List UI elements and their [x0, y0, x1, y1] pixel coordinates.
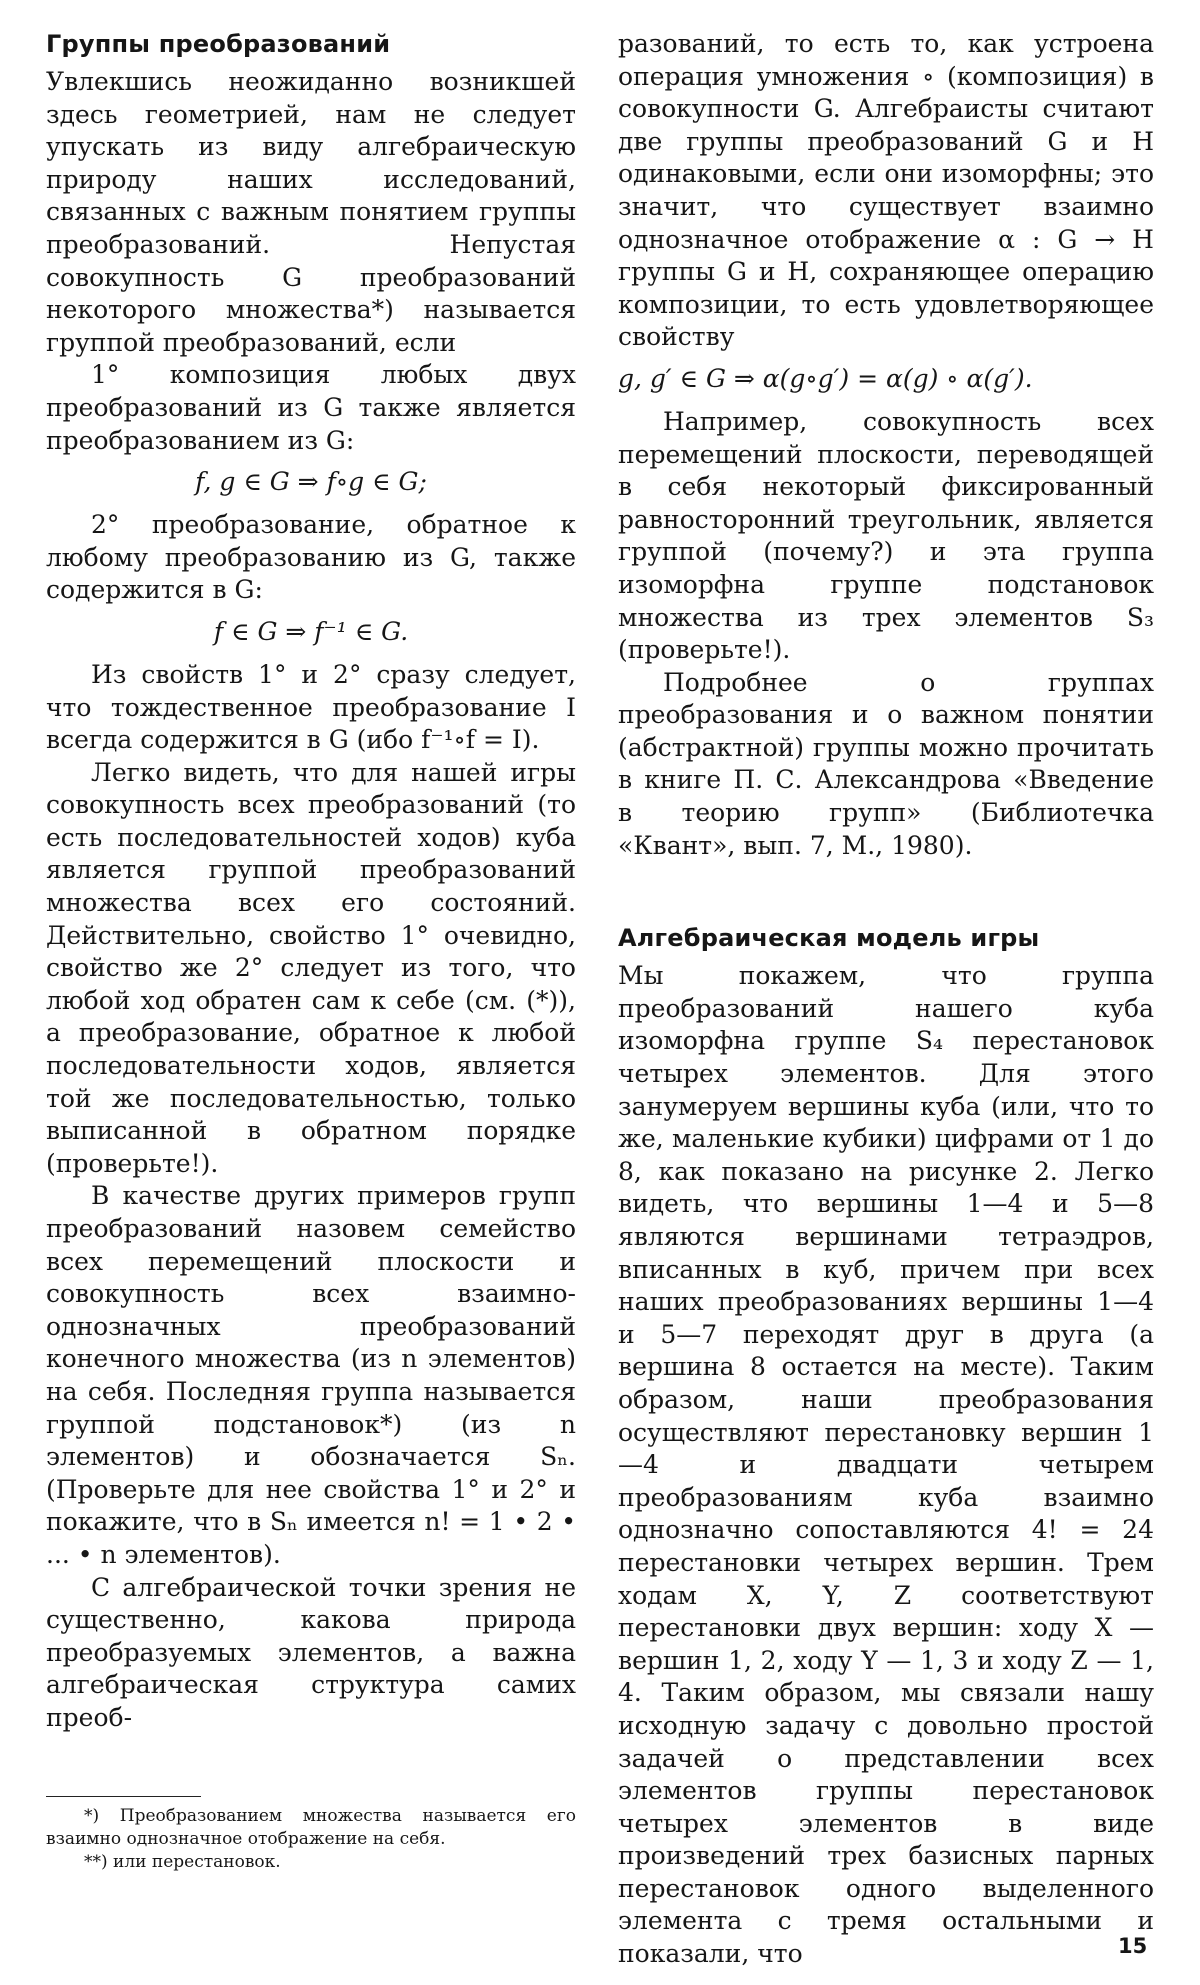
paragraph: Мы покажем, что группа преобразований нашего куба изоморфна группе S₄ перестановок четырех элементов. Для этого занумеруем вершины куба (или, что то же, маленькие кубики) цифрами от 1 до 8, как показано на рисунке 2. Легко видеть, что вершины 1—4 и 5—8 являются вершинами тетраэдров, вписанных в куб, причем при всех наших преобразованиях вершины 1—4 и 5—7 переходят друг в друга (а вершина 8 остается на месте). Таким образом, наши преобразования осуществляют перестановку вершин 1—4 и двадцати четырем преобразованиям куба взаимно однозначно сопоставляются 4! = 24 перестановки четырех вершин. Трем ходам X, Y, Z соответствуют перестановки двух вершин: ходу X — вершин 1, 2, ходу Y — 1, 3 и ходу Z — 1, 4. Таким образом, мы связали нашу исходную задачу с довольно простой задачей о представлении всех элементов группы перестановок четырех элементов в виде произведений трех базисных парных перестановок одного выделенного элемента с тремя остальными и показали, что: [618, 961, 1154, 1969]
paragraph: Легко видеть, что для нашей игры совокупность всех преобразований (то есть последовательностей ходов) куба является группой преобразований множества всех его состояний. Действительно, свойство 1° очевидно, свойство же 2° следует из того, что любой ход обратен сам к себе (см. (*)), а преобразование, обратное к любой последовательности ходов, является той же последовательностью, только выписанной в обратном порядке (проверьте!).: [46, 757, 576, 1178]
page-number: 15: [1118, 1934, 1148, 1958]
footnote: *) Преобразованием множества называется его взаимно однозначное отображение на себя.: [46, 1806, 576, 1849]
right-column: [618, 28, 1154, 1971]
section-heading: Группы преобразований: [46, 30, 391, 58]
paragraph: разований, то есть то, как устроена операция умножения ∘ (композиция) в совокупности G. Алгебраисты считают две группы преобразований G и H одинаковыми, если они изоморфны; это значит, что существует взаимно однозначное отображение α : G → H группы G и H, сохраняющее операцию композиции, то есть удовлетворяющее свойству: [618, 29, 1154, 352]
left-column: [46, 28, 576, 1735]
paragraph: 2° преобразование, обратное к любому преобразованию из G, также содержится в G:: [46, 510, 576, 605]
formula: f, g ∈ G ⇒ f∘g ∈ G;: [195, 467, 427, 497]
paragraph: Подробнее о группах преобразования и о важном понятии (абстрактной) группы можно прочитать в книге П. С. Александрова «Введение в теорию групп» (Библиотечка «Квант», вып. 7, М., 1980).: [618, 667, 1154, 860]
paragraph: В качестве других примеров групп преобразований назовем семейство всех перемещений плоскости и совокупность всех взаимно-однозначных преобразований конечного множества (из n элементов) на себя. Последняя группа называется группой подстановок*) (из n элементов) и обозначается Sₙ. (Проверьте для нее свойства 1° и 2° и покажите, что в Sₙ имеется n! = 1 • 2 • ... • n элементов).: [46, 1181, 576, 1569]
paragraph: Например, совокупность всех перемещений плоскости, переводящей в себя некоторый фиксированный равносторонний треугольник, является группой (почему?) и эта группа изоморфна группе подстановок множества из трех элементов S₃ (проверьте!).: [618, 406, 1154, 665]
paragraph: 1° композиция любых двух преобразований из G также является преобразованием из G:: [46, 360, 576, 455]
footnotes: [46, 1796, 576, 1874]
section-heading: Алгебраическая модель игры: [618, 924, 1040, 953]
paragraph: Из свойств 1° и 2° сразу следует, что тождественное преобразование I всегда содержится в G (ибо f⁻¹∘f = I).: [46, 659, 576, 755]
paragraph: С алгебраической точки зрения не существенно, какова природа преобразуемых элементов, а важна алгебраическая структура самих преоб-: [46, 1572, 576, 1732]
formula: g, g′ ∈ G ⇒ α(g∘g′) = α(g) ∘ α(g′).: [618, 363, 1033, 393]
footnote-rule: [46, 1796, 201, 1797]
footnote: **) или перестановок.: [84, 1852, 281, 1872]
paragraph: Увлекшись неожиданно возникшей здесь геометрией, нам не следует упускать из виду алгебраическую природу наших исследований, связанных с важным понятием группы преобразований. Непустая совокупность G преобразований некоторого множества*) называется группой преобразований, если: [46, 67, 576, 357]
formula: f ∈ G ⇒ f⁻¹ ∈ G.: [213, 616, 409, 646]
spacer: [618, 862, 1154, 922]
